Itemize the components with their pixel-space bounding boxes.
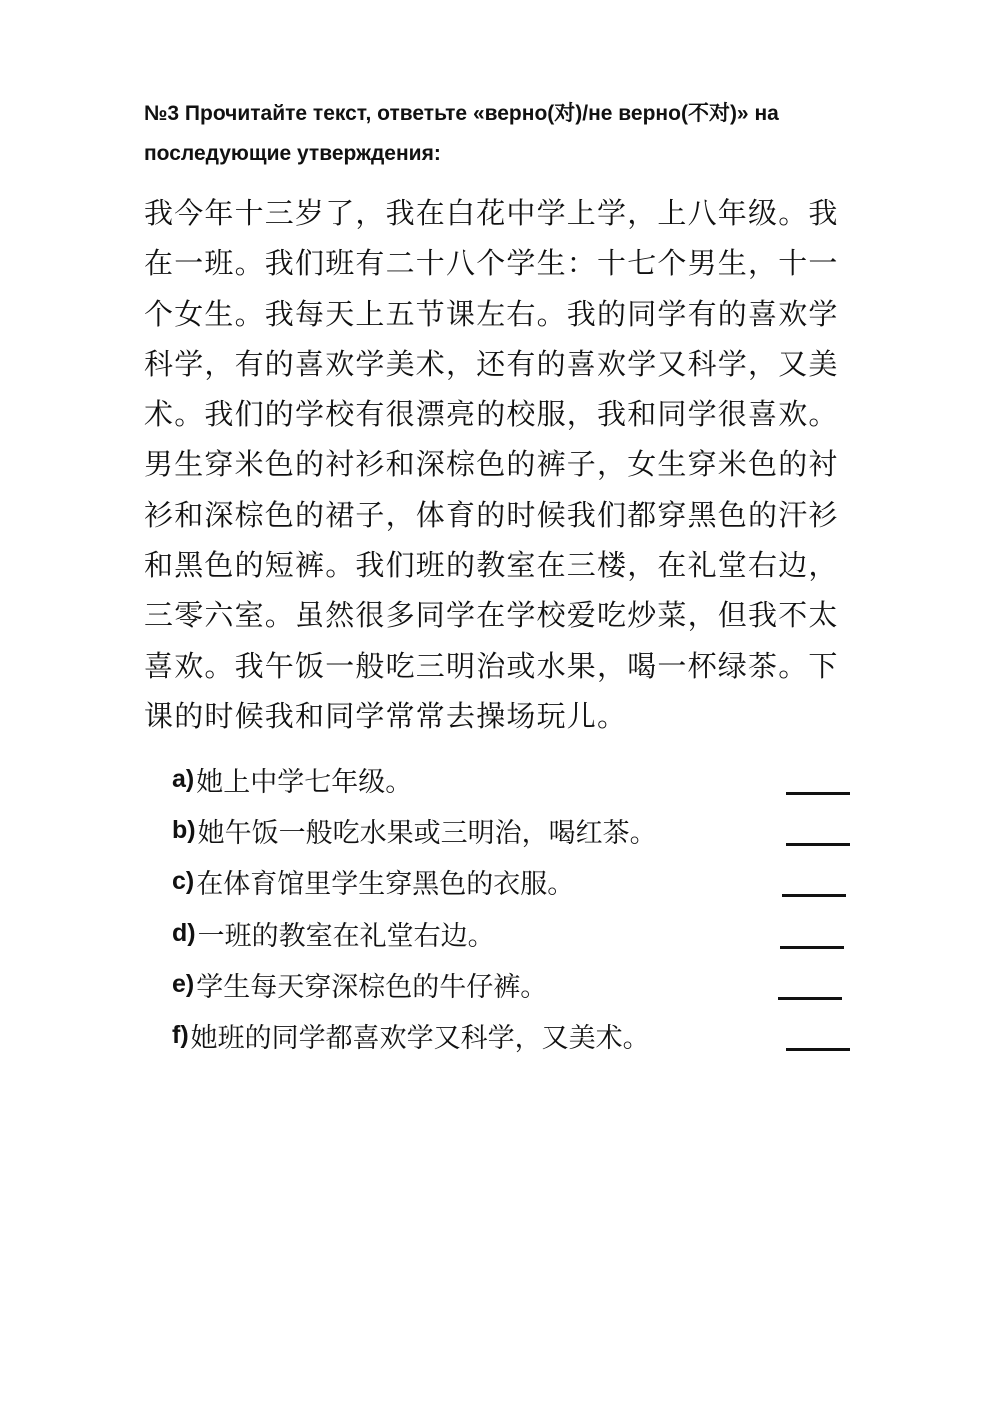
passage-line: 科学，有的喜欢学美术，还有的喜欢学又科学，又美 <box>144 346 839 381</box>
statement-text: 她午饭一般吃水果或三明治，喝红茶。 <box>197 818 657 850</box>
passage-line: 和黑色的短裤。我们班的教室在三楼，在礼堂右边， <box>144 548 839 583</box>
statement-marker: d) <box>172 918 196 947</box>
statement-marker: e) <box>172 969 195 998</box>
passage-line: 课的时候我和同学常常去操场玩儿。 <box>144 698 628 733</box>
answer-blank[interactable] <box>778 997 842 1000</box>
instruction-line-1: №3 Прочитайте текст, ответьте «верно(对)/не верно(不对)» на <box>144 102 779 125</box>
passage-line: 喜欢。我午饭一般吃三明治或水果，喝一杯绿茶。下 <box>144 648 839 683</box>
statement-a <box>172 754 872 805</box>
task-instruction <box>144 94 904 174</box>
statement-list <box>172 754 872 1061</box>
statement-text: 她班的同学都喜欢学又科学，又美术。 <box>190 1023 650 1055</box>
statement-text: 学生每天穿深棕色的牛仔裤。 <box>196 971 548 1003</box>
statement-e <box>172 959 872 1010</box>
passage-line: 在一班。我们班有二十八个学生：十七个男生，十一 <box>144 246 839 281</box>
statement-marker: a) <box>172 765 195 794</box>
passage-line: 三零六室。虽然很多同学在学校爱吃炒菜，但我不太 <box>144 598 839 633</box>
instruction-line-2: последующие утверждения: <box>144 142 441 165</box>
answer-blank[interactable] <box>786 843 850 846</box>
passage-line: 男生穿米色的衬衫和深棕色的裤子，女生穿米色的衬 <box>144 447 839 482</box>
statement-text: 她上中学七年级。 <box>196 767 413 799</box>
statement-marker: b) <box>172 816 196 845</box>
statement-f <box>172 1010 872 1061</box>
passage-line: 术。我们的学校有很漂亮的校服，我和同学很喜欢。 <box>144 397 839 432</box>
answer-blank[interactable] <box>786 1048 850 1051</box>
statement-c <box>172 856 872 907</box>
statement-marker: f) <box>172 1021 189 1050</box>
statement-marker: c) <box>172 867 195 896</box>
answer-blank[interactable] <box>786 792 850 795</box>
answer-blank[interactable] <box>780 946 844 949</box>
reading-passage <box>144 188 926 741</box>
statement-b <box>172 805 872 856</box>
statement-text: 在体育馆里学生穿黑色的衣服。 <box>196 869 575 901</box>
passage-line: 个女生。我每天上五节课左右。我的同学有的喜欢学 <box>144 296 839 331</box>
statement-d <box>172 908 872 959</box>
passage-line: 衫和深棕色的裙子，体育的时候我们都穿黑色的汗衫 <box>144 497 839 532</box>
statement-text: 一班的教室在礼堂右边。 <box>197 920 495 952</box>
answer-blank[interactable] <box>782 894 846 897</box>
passage-line: 我今年十三岁了，我在白花中学上学，上八年级。我 <box>144 196 839 230</box>
